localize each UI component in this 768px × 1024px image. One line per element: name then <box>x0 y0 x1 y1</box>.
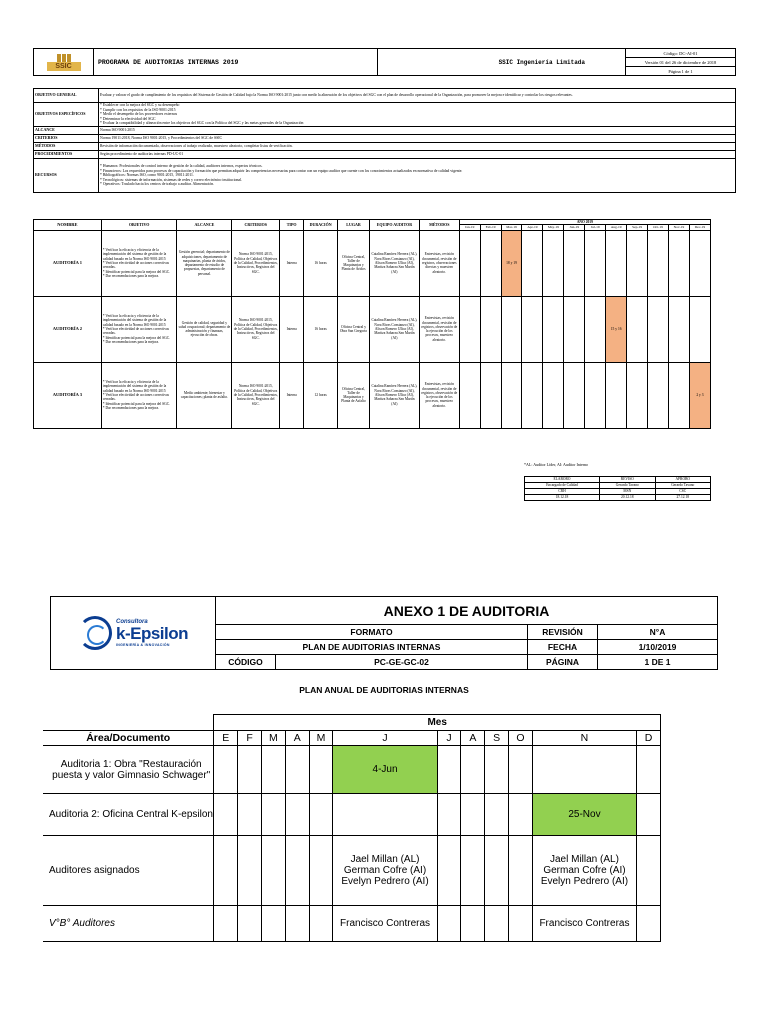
codigo-label: CÓDIGO <box>216 655 276 670</box>
vb-june: Francisco Contreras <box>333 906 437 942</box>
empty-cell <box>309 746 333 794</box>
month-header: Feb-19 <box>480 225 501 230</box>
month-letter: J <box>333 731 437 746</box>
month-letter: A <box>285 731 309 746</box>
audit-row <box>34 296 711 362</box>
empty-cell <box>637 794 661 836</box>
info-text: Norma 19011:2018, Norma ISO 9001:2015, y Procedimientos del SGC de SSIC <box>99 135 736 143</box>
doc1-code: Código: DC-AI-01 <box>626 49 736 58</box>
month-letter: D <box>637 731 661 746</box>
month-header: Jan-19 <box>459 225 480 230</box>
audit-duration: 16 horas <box>304 230 338 296</box>
month-letter: O <box>509 731 533 746</box>
empty-cell <box>461 836 485 906</box>
signoff-table <box>524 476 711 501</box>
empty-cell <box>261 836 285 906</box>
empty-month-cell <box>627 296 648 362</box>
audit-methods: Entrevistas, revisión documental, revisión de registros, observación de la ejecución de los procesos, muestreo aleatorio. <box>419 296 459 362</box>
logo-name: k-Epsilon <box>115 624 188 643</box>
doc1-page: Página 1 de 1 <box>626 67 736 76</box>
empty-month-cell <box>501 362 522 428</box>
month-letter: N <box>532 731 636 746</box>
audit-scope: Gestión gerencial; departamento de adquisiciones, departamento de maquinarias, planta de áridos, departamento de estudio de propuestas, departamento de personal. <box>177 230 232 296</box>
revision-value: N°A <box>598 625 718 640</box>
info-text: Según procedimiento de auditorías internas PD-UC-01 <box>99 151 736 159</box>
vb-november: Francisco Contreras <box>532 906 636 942</box>
doc1-header <box>33 48 736 76</box>
col-header: OBJETIVO <box>101 220 177 231</box>
signoff-initials: MSN <box>600 489 655 495</box>
empty-cell <box>238 794 262 836</box>
doc1-version: Versión 01 del 26 de diciembre de 2018 <box>626 58 736 67</box>
pagina-label: PÁGINA <box>528 655 598 670</box>
empty-cell <box>437 794 461 836</box>
signoff-header: REVISÓ <box>600 477 655 483</box>
col-header: DURACIÓN <box>304 220 338 231</box>
audit-scope: Medio ambiente; bienestar y capacitaciones; planta de asfalto. <box>177 362 232 428</box>
empty-cell <box>437 836 461 906</box>
k-epsilon-logo <box>51 597 216 670</box>
empty-cell <box>437 746 461 794</box>
plan-anual-title: PLAN ANUAL DE AUDITORIAS INTERNAS <box>299 685 469 695</box>
empty-month-cell <box>689 296 710 362</box>
audit-criteria: Norma ISO 9001:2015, Política de Calidad, Objetivos de la Calidad, Procedimientos, Instructivos, Registros del SGC. <box>232 230 280 296</box>
signoff-name: Encargado de Calidad <box>525 483 600 489</box>
empty-month-cell <box>689 230 710 296</box>
audit-date-mark: 2 y 3 <box>689 362 710 428</box>
info-label: MÉTODOS <box>34 143 99 151</box>
empty-cell <box>261 794 285 836</box>
empty-month-cell <box>480 230 501 296</box>
audit-row <box>34 362 711 428</box>
col-header: CRITERIOS <box>232 220 280 231</box>
empty-month-cell <box>564 362 585 428</box>
k-epsilon-swirl-icon <box>78 616 112 650</box>
audit-type: Interna <box>280 296 304 362</box>
empty-cell <box>509 906 533 942</box>
empty-cell <box>461 906 485 942</box>
info-label: RECURSOS <box>34 159 99 193</box>
empty-month-cell <box>543 230 564 296</box>
auditors-label: Auditores asignados <box>43 836 214 906</box>
mes-header: Mes <box>214 715 661 731</box>
empty-cell <box>485 794 509 836</box>
empty-month-cell <box>627 230 648 296</box>
audit-place: Oficina Central, Taller de Maquinarias y Planta de Áridos <box>338 230 370 296</box>
audit-team: Catalina Ramírez Herrera (AL), Nora Rivas Constanzo (AI), Alison Romero Ulloa (AI), Maritza Sabarza San Martín (AI) <box>369 296 419 362</box>
audit-objective: * Verificar la eficacia y eficiencia de la implementación del sistema de gestión de la calidad basado en la Norma ISO 9001:2015 * Verificar efectividad de acciones correctivas cerradas. * Identificar potencial para la mejora del SGC. * Dar recomendaciones para la mejora. <box>101 230 177 296</box>
month-header: Nov-19 <box>668 225 689 230</box>
month-letter: A <box>461 731 485 746</box>
empty-cell <box>437 906 461 942</box>
signoff-header: APROBÓ <box>655 477 710 483</box>
audit-objective: * Verificar la eficacia y eficiencia de la implementación del sistema de gestión de la calidad basado en la Norma ISO 9001:2015 * Verificar efectividad de acciones correctivas cerradas. * Identificar potencial para la mejora del SGC. * Dar recomendaciones para la mejora. <box>101 362 177 428</box>
empty-month-cell <box>606 362 627 428</box>
logo-consultora: Consultora <box>115 619 148 625</box>
auditors-june: Jael Millan (AL) German Cofre (AI) Evelyn Pedrero (AI) <box>333 836 437 906</box>
col-header: EQUIPO AUDITOR <box>369 220 419 231</box>
audit-duration: 16 horas <box>304 296 338 362</box>
fecha-value: 1/10/2019 <box>598 640 718 655</box>
audit-name: AUDITORÍA 3 <box>34 362 102 428</box>
plan-label: PLAN DE AUDITORIAS INTERNAS <box>216 640 528 655</box>
audit-type: Interna <box>280 230 304 296</box>
audit-date-mark: 18 y 19 <box>501 230 522 296</box>
empty-month-cell <box>522 230 543 296</box>
audit-criteria: Norma ISO 9001:2015, Política de Calidad, Objetivos de la Calidad, Procedimientos, Instructivos, Registros del SGC. <box>232 296 280 362</box>
signoff-date: 20.12.18 <box>600 495 655 501</box>
month-header: Sep-19 <box>627 225 648 230</box>
empty-corner <box>43 715 214 731</box>
pagina-value: 1 DE 1 <box>598 655 718 670</box>
empty-cell <box>309 906 333 942</box>
annual-plan-table <box>43 714 661 942</box>
empty-cell <box>637 746 661 794</box>
audit-team: Catalina Ramírez Herrera (AL), Nora Rivas Constanzo (AI), Alison Romero Ulloa (AI), Maritza Sabarza San Martín (AI) <box>369 362 419 428</box>
signoff-initials: CRH <box>525 489 600 495</box>
empty-cell <box>637 906 661 942</box>
empty-cell <box>214 906 238 942</box>
empty-cell <box>285 794 309 836</box>
month-letter: F <box>238 731 262 746</box>
empty-month-cell <box>501 296 522 362</box>
audit-criteria: Norma ISO 9001:2015, Política de Calidad, Objetivos de la Calidad, Procedimientos, Instructivos, Registros del SGC. <box>232 362 280 428</box>
empty-month-cell <box>585 296 606 362</box>
empty-cell <box>461 794 485 836</box>
col-header: NOMBRE <box>34 220 102 231</box>
month-header: Dec-19 <box>689 225 710 230</box>
empty-month-cell <box>627 362 648 428</box>
audit1-date: 4-Jun <box>333 746 437 794</box>
info-text: Revisión de información documentada, observaciones al trabajo realizado, muestreo aleatorio, completar listas de verificación. <box>99 143 736 151</box>
signoff-header: ELABORÓ <box>525 477 600 483</box>
month-letter: J <box>437 731 461 746</box>
empty-month-cell <box>585 362 606 428</box>
empty-month-cell <box>668 230 689 296</box>
empty-month-cell <box>480 296 501 362</box>
empty-cell <box>509 836 533 906</box>
audit-name: AUDITORÍA 1 <box>34 230 102 296</box>
empty-cell <box>532 746 636 794</box>
audit-objective: * Verificar la eficacia y eficiencia de la implementación del sistema de gestión de la calidad basado en la Norma ISO 9001:2015 * Verificar efectividad de acciones correctivas cerradas. * Identificar potencial para la mejora del SGC. * Dar recomendaciones para la mejora. <box>101 296 177 362</box>
empty-cell <box>261 906 285 942</box>
empty-cell <box>485 836 509 906</box>
audit2-date: 25-Nov <box>532 794 636 836</box>
signoff-date: 27.12.18 <box>655 495 710 501</box>
area-header: Área/Documento <box>43 731 214 746</box>
audit-row <box>34 230 711 296</box>
empty-month-cell <box>668 362 689 428</box>
month-header: Oct-19 <box>648 225 669 230</box>
empty-cell <box>637 836 661 906</box>
audit-date-mark: 15 y 16 <box>606 296 627 362</box>
month-header: Mar-19 <box>501 225 522 230</box>
audit-duration: 12 horas <box>304 362 338 428</box>
signoff-name: Gerardo Tavano <box>655 483 710 489</box>
audit-team: Catalina Ramírez Herrera (AL), Nora Rivas Constanzo (AI), Alison Romero Ulloa (AI), Maritza Sabarza San Martín (AI) <box>369 230 419 296</box>
anexo-title: ANEXO 1 DE AUDITORIA <box>216 597 718 625</box>
info-label: PROCEDIMIENTOS <box>34 151 99 159</box>
audit-methods: Entrevistas, revisión documental, revisión de registros, observación de la ejecución de los procesos, muestreo aleatorio. <box>419 362 459 428</box>
empty-cell <box>461 746 485 794</box>
empty-cell <box>238 836 262 906</box>
empty-cell <box>485 746 509 794</box>
month-header: Apr-19 <box>522 225 543 230</box>
ssic-logo <box>34 49 94 76</box>
info-label: OBJETIVO GENERAL <box>34 89 99 103</box>
empty-cell <box>238 906 262 942</box>
empty-month-cell <box>543 362 564 428</box>
info-text: * Humanos: Profesionales de control interno de gestión de la calidad, auditores internos, expertos técnicos. * Financieros: Los requeridos para procesos de capacitación y formación que permitan adquirir las competencias necesarias para contar con un equipo auditor que cuente con los conocimientos actualizados en normativa de calidad vigente. * Bibliográficos: Normas ISO, como 9001:2015, 19011:2011. * Tecnológicos: sistemas de información, sistemas de redes y correo electrónico institucional. * Operativos: Traslado hacia los centros de trabajo a auditar. Alimentación. <box>99 159 736 193</box>
month-letter: M <box>309 731 333 746</box>
month-letter: E <box>214 731 238 746</box>
month-header: Jun-19 <box>564 225 585 230</box>
empty-cell <box>214 794 238 836</box>
info-text: Norma ISO 9001:2015 <box>99 127 736 135</box>
codigo-value: PC-GE-GC-02 <box>276 655 528 670</box>
ssic-emblem-icon <box>49 54 79 62</box>
audit1-label: Auditoria 1: Obra "Restauración puesta y valor Gimnasio Schwager" <box>43 746 214 794</box>
empty-month-cell <box>480 362 501 428</box>
month-header: Aug-19 <box>606 225 627 230</box>
empty-month-cell <box>564 296 585 362</box>
col-header: LUGAR <box>338 220 370 231</box>
empty-cell <box>509 746 533 794</box>
auditor-legend: *AL: Auditor Líder, AI: Auditor Interno <box>524 462 589 467</box>
col-header: MÉTODOS <box>419 220 459 231</box>
month-letter: S <box>485 731 509 746</box>
auditors-november: Jael Millan (AL) German Cofre (AI) Evelyn Pedrero (AI) <box>532 836 636 906</box>
empty-month-cell <box>543 296 564 362</box>
empty-cell <box>485 906 509 942</box>
empty-month-cell <box>668 296 689 362</box>
empty-month-cell <box>648 362 669 428</box>
empty-cell <box>261 746 285 794</box>
audit-place: Oficina Central, Taller de Maquinarias y Planta de Asfalto <box>338 362 370 428</box>
logo-tagline: INGENIERÍA & INNOVACIÓN <box>115 643 170 647</box>
empty-cell <box>214 836 238 906</box>
empty-month-cell <box>522 362 543 428</box>
empty-month-cell <box>585 230 606 296</box>
empty-cell <box>238 746 262 794</box>
empty-month-cell <box>648 230 669 296</box>
schedule-body <box>34 230 711 428</box>
year-header: AÑO 2019 <box>459 220 710 225</box>
empty-cell <box>333 794 437 836</box>
empty-cell <box>309 794 333 836</box>
vb-label: V°B° Auditores <box>43 906 214 942</box>
audit-scope: Gestión de calidad, seguridad y salud ocupacional; departamento de administración y finanzas, ejecución de obras. <box>177 296 232 362</box>
empty-month-cell <box>522 296 543 362</box>
empty-month-cell <box>459 230 480 296</box>
empty-month-cell <box>564 230 585 296</box>
info-text: Evaluar y valorar el grado de cumplimiento de los requisitos del Sistema de Gestión de Calidad bajo la Norma ISO 9001:2015 junto con medir la alineación de los objetivos del SGC con el plan de desarrollo operacional de la Organización, para promover la mejora e identificar y controlar los riesgos relevantes. <box>99 89 736 103</box>
audit-place: Oficina Central y Obra San Gregorio <box>338 296 370 362</box>
audit-name: AUDITORÍA 2 <box>34 296 102 362</box>
month-header: Jul-19 <box>585 225 606 230</box>
empty-cell <box>214 746 238 794</box>
ssic-logo-text: SSIC <box>47 62 81 71</box>
col-header: TIPO <box>280 220 304 231</box>
doc1-info-table <box>33 88 736 193</box>
doc1-company: SSIC Ingeniería Limitada <box>377 49 625 76</box>
signoff-date: 18.12.18 <box>525 495 600 501</box>
empty-month-cell <box>459 296 480 362</box>
empty-month-cell <box>606 230 627 296</box>
empty-cell <box>309 836 333 906</box>
audit2-label: Auditoria 2: Oficina Central K-epsilon <box>43 794 214 836</box>
doc2-header <box>50 596 718 670</box>
fecha-label: FECHA <box>528 640 598 655</box>
empty-cell <box>509 794 533 836</box>
audit-type: Interna <box>280 362 304 428</box>
empty-cell <box>285 836 309 906</box>
info-label: ALCANCE <box>34 127 99 135</box>
empty-cell <box>285 746 309 794</box>
doc1-schedule-table <box>33 219 711 429</box>
info-label: OBJETIVOS ESPECÍFICOS <box>34 103 99 127</box>
col-header: ALCANCE <box>177 220 232 231</box>
empty-month-cell <box>648 296 669 362</box>
doc1-title: PROGRAMA DE AUDITORIAS INTERNAS 2019 <box>94 49 378 76</box>
revision-label: REVISIÓN <box>528 625 598 640</box>
info-label: CRITERIOS <box>34 135 99 143</box>
empty-cell <box>285 906 309 942</box>
formato-label: FORMATO <box>216 625 528 640</box>
empty-month-cell <box>459 362 480 428</box>
signoff-name: Gerardo Tavano <box>600 483 655 489</box>
month-letter: M <box>261 731 285 746</box>
audit-methods: Entrevistas, revisión documental, revisión de registros, observaciones directas y muestreo aleatorio. <box>419 230 459 296</box>
signoff-initials: CSC <box>655 489 710 495</box>
month-header: May-19 <box>543 225 564 230</box>
info-text: * Establecer con la mejora del SGC y su desempeño * Cumplir con los requisitos de la ISO 9001:2015 * Medir el desempeño de los proveedores externos * Determinar la efectividad del SGC * Evaluar la compatibilidad y alineación entre los objetivos del SGC con la Política del SGC y las metas generales de la Organización <box>99 103 736 127</box>
